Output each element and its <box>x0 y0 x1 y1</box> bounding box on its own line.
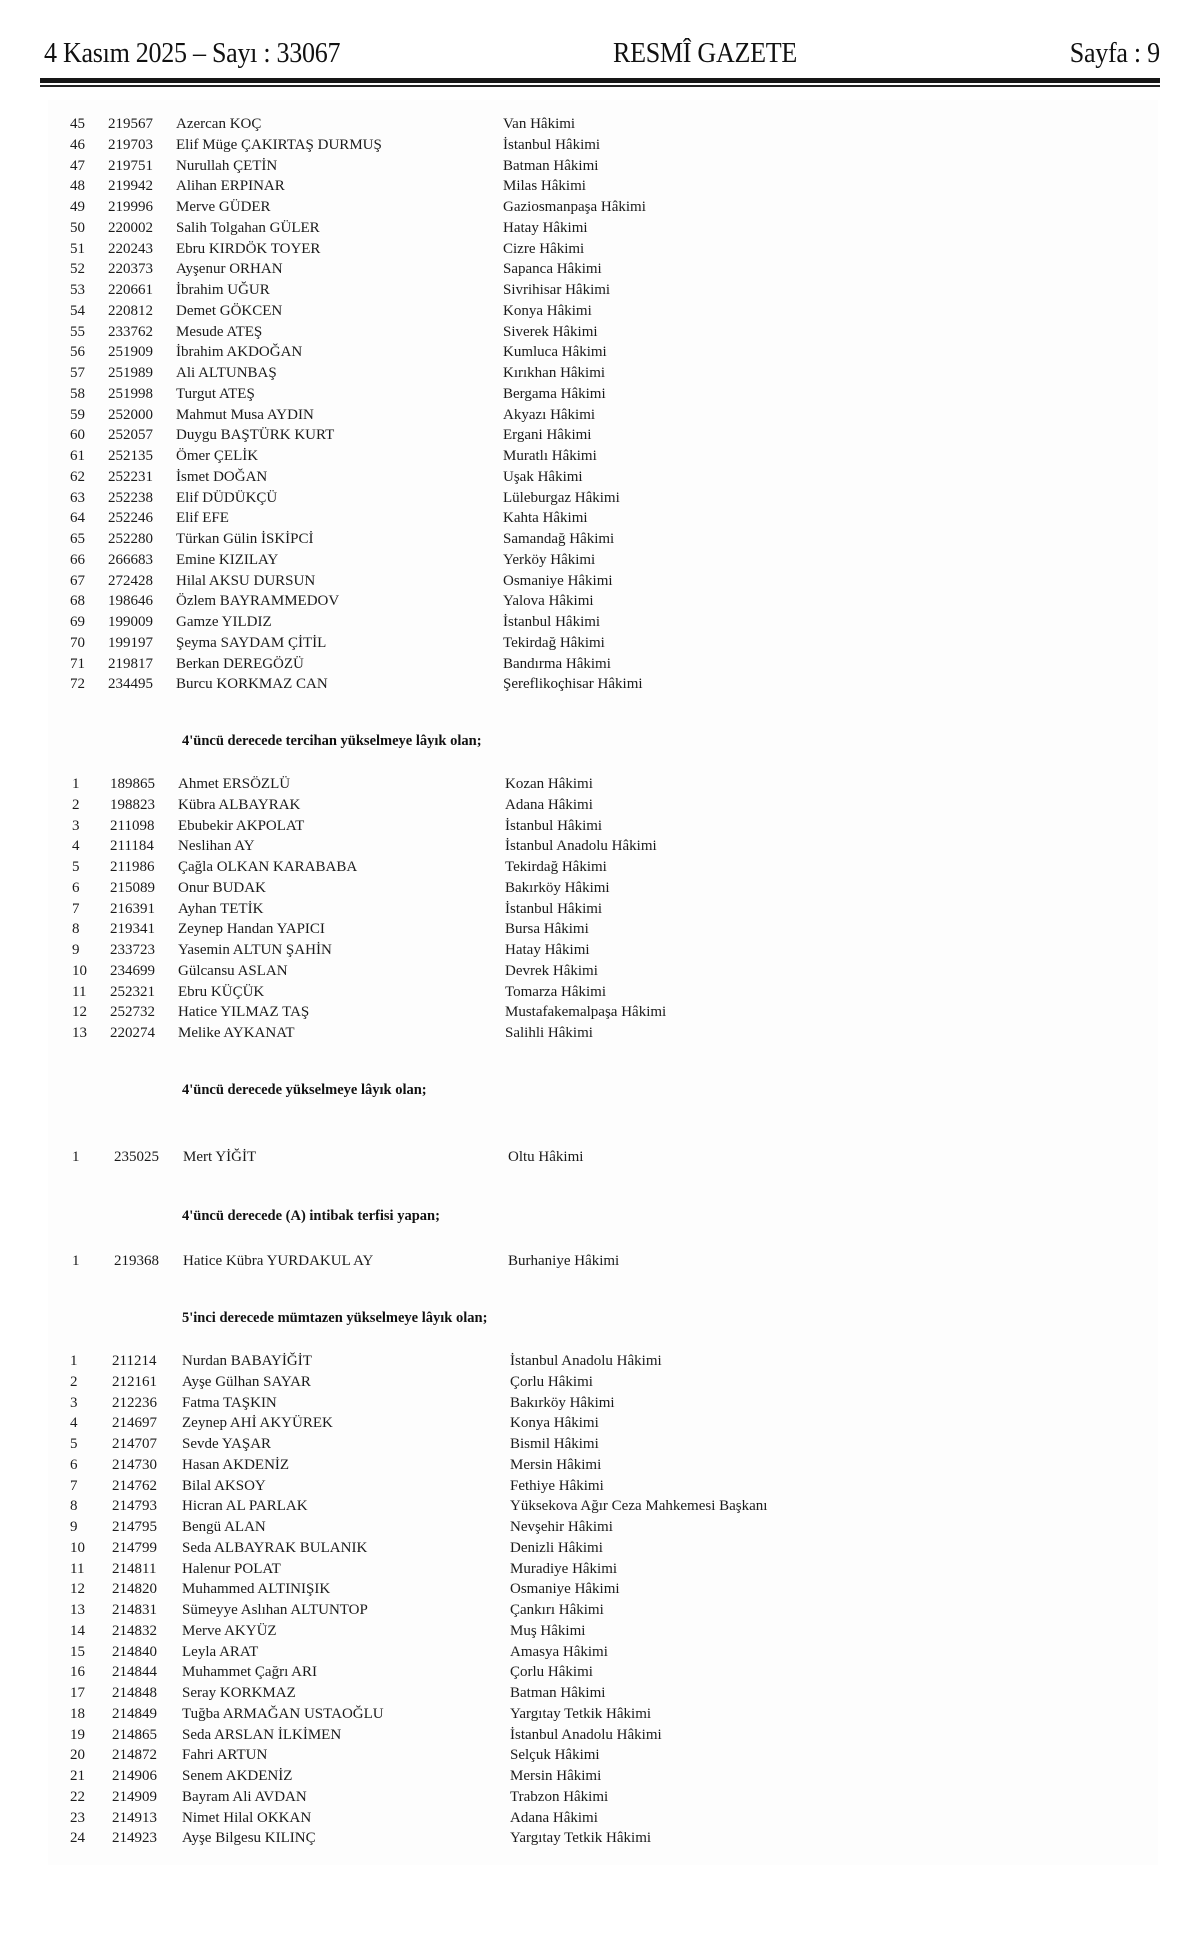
position-title: Konya Hâkimi <box>503 302 592 319</box>
person-name: Mert YİĞİT <box>183 1149 257 1165</box>
registry-number: 199197 <box>108 634 153 651</box>
registry-number: 234699 <box>110 962 155 979</box>
row-number: 1 <box>72 1253 80 1269</box>
person-name: Fahri ARTUN <box>182 1747 268 1764</box>
person-name: Hilal AKSU DURSUN <box>176 572 316 589</box>
person-name: Hatice YILMAZ TAŞ <box>178 1004 310 1021</box>
registry-number: 214811 <box>112 1560 157 1577</box>
position-title: Yargıtay Tetkik Hâkimi <box>510 1705 652 1722</box>
person-name: Gülcansu ASLAN <box>178 962 288 979</box>
position-title: Mersin Hâkimi <box>510 1456 602 1473</box>
position-title: Batman Hâkimi <box>510 1685 606 1701</box>
registry-number: 251989 <box>108 365 153 381</box>
registry-number: 214923 <box>112 1830 157 1847</box>
registry-number: 220812 <box>108 302 153 319</box>
row-number: 66 <box>70 551 85 568</box>
row-number: 14 <box>70 1622 85 1639</box>
person-name: Şeyma SAYDAM ÇİTİL <box>176 634 327 651</box>
person-name: Elif EFE <box>176 510 229 527</box>
row-number: 9 <box>72 942 80 958</box>
registry-number: 214872 <box>112 1747 157 1764</box>
person-name: Ebru KÜÇÜK <box>178 983 265 1000</box>
person-name: Muhammed ALTINIŞIK <box>182 1581 331 1598</box>
row-number: 2 <box>70 1373 78 1390</box>
position-title: İstanbul Anadolu Hâkimi <box>510 1353 662 1369</box>
position-title: Osmaniye Hâkimi <box>510 1581 620 1598</box>
registry-number: 189865 <box>110 776 155 792</box>
person-name: Mesude ATEŞ <box>176 323 263 340</box>
registry-number: 233723 <box>110 942 155 958</box>
registry-number: 214799 <box>112 1539 157 1556</box>
registry-number: 214848 <box>112 1685 157 1701</box>
position-title: İstanbul Anadolu Hâkimi <box>510 1726 662 1743</box>
row-number: 10 <box>70 1539 85 1556</box>
person-name: Yasemin ALTUN ŞAHİN <box>178 942 332 958</box>
position-title: Selçuk Hâkimi <box>510 1747 600 1764</box>
registry-number: 266683 <box>108 551 153 568</box>
position-title: Bakırköy Hâkimi <box>505 879 610 896</box>
position-title: Konya Hâkimi <box>510 1415 599 1432</box>
person-name: Senem AKDENİZ <box>182 1768 293 1784</box>
registry-number: 252280 <box>108 531 153 547</box>
row-number: 18 <box>70 1705 85 1722</box>
person-name: Zeynep Handan YAPICI <box>178 921 325 938</box>
row-number: 70 <box>70 634 85 651</box>
registry-number: 252321 <box>110 983 155 1000</box>
registry-number: 216391 <box>110 900 155 917</box>
person-name: Fatma TAŞKIN <box>182 1394 277 1411</box>
person-name: Salih Tolgahan GÜLER <box>176 219 320 236</box>
registry-number: 252057 <box>108 427 153 444</box>
row-number: 12 <box>72 1004 87 1021</box>
registry-number: 251909 <box>108 344 153 361</box>
position-title: Adana Hâkimi <box>510 1809 598 1826</box>
position-title: Fethiye Hâkimi <box>510 1477 604 1494</box>
position-title: Hatay Hâkimi <box>505 942 590 958</box>
person-name: Tuğba ARMAĞAN USTAOĞLU <box>182 1705 384 1722</box>
person-name: Mahmut Musa AYDIN <box>176 406 314 423</box>
person-name: Özlem BAYRAMMEDOV <box>176 593 340 610</box>
person-name: Halenur POLAT <box>182 1560 281 1577</box>
row-number: 10 <box>72 962 87 979</box>
position-title: Milas Hâkimi <box>503 178 586 195</box>
person-name: Nurullah ÇETİN <box>176 157 278 174</box>
registry-number: 211184 <box>110 838 154 855</box>
person-name: Sümeyye Aslıhan ALTUNTOP <box>182 1602 368 1618</box>
person-name: Ayşenur ORHAN <box>176 261 283 278</box>
registry-number: 214820 <box>112 1581 157 1598</box>
row-number: 58 <box>70 385 85 402</box>
person-name: Zeynep AHİ AKYÜREK <box>182 1415 333 1432</box>
row-number: 52 <box>70 261 85 278</box>
position-title: Siverek Hâkimi <box>503 323 598 340</box>
position-title: İstanbul Hâkimi <box>505 817 603 834</box>
registry-number: 211098 <box>110 817 155 834</box>
row-number: 8 <box>70 1498 78 1515</box>
registry-number: 219942 <box>108 178 153 195</box>
registry-number: 219567 <box>108 116 153 132</box>
row-number: 5 <box>70 1436 78 1452</box>
position-title: Oltu Hâkimi <box>508 1149 584 1165</box>
page-header <box>40 30 1160 80</box>
person-name: Seda ARSLAN İLKİMEN <box>182 1726 342 1743</box>
registry-number: 214832 <box>112 1622 157 1639</box>
row-number: 9 <box>70 1519 78 1535</box>
person-name: Kübra ALBAYRAK <box>178 796 301 813</box>
row-number: 54 <box>70 302 85 319</box>
registry-number: 214697 <box>112 1415 157 1432</box>
person-name: Ayşe Gülhan SAYAR <box>182 1373 311 1390</box>
person-name: Ebubekir AKPOLAT <box>178 817 305 834</box>
row-number: 6 <box>72 879 80 896</box>
row-number: 50 <box>70 219 85 236</box>
registry-number: 220243 <box>108 240 153 257</box>
person-name: Neslihan AY <box>178 838 255 855</box>
position-title: Osmaniye Hâkimi <box>503 572 613 589</box>
position-title: Bursa Hâkimi <box>505 921 589 938</box>
person-name: Azercan KOÇ <box>176 116 262 132</box>
document-body <box>48 100 1158 1865</box>
registry-number: 214865 <box>112 1726 157 1743</box>
row-number: 3 <box>70 1394 78 1411</box>
registry-number: 220373 <box>108 261 153 278</box>
position-title: Akyazı Hâkimi <box>503 406 596 423</box>
person-name: Gamze YILDIZ <box>176 614 272 630</box>
row-number: 7 <box>70 1477 78 1494</box>
person-name: Duygu BAŞTÜRK KURT <box>176 427 335 444</box>
registry-number: 214831 <box>112 1602 157 1618</box>
person-name: Nurdan BABAYİĞİT <box>182 1353 312 1369</box>
row-number: 67 <box>70 572 85 589</box>
row-number: 13 <box>70 1602 85 1618</box>
registry-number: 219368 <box>114 1253 159 1269</box>
issue-date-number: 4 Kasım 2025 – Sayı : 33067 <box>44 38 341 69</box>
person-name: Berkan DEREGÖZÜ <box>176 655 304 672</box>
row-number: 60 <box>70 427 85 444</box>
position-title: Çorlu Hâkimi <box>510 1664 593 1681</box>
registry-number: 214840 <box>112 1643 157 1660</box>
position-title: Sapanca Hâkimi <box>503 261 602 278</box>
section-heading: 4'üncü derecede (A) intibak terfisi yapan; <box>182 1208 440 1224</box>
row-number: 48 <box>70 178 85 195</box>
position-title: Bergama Hâkimi <box>503 385 606 402</box>
registry-number: 235025 <box>114 1149 159 1165</box>
position-title: Burhaniye Hâkimi <box>508 1253 620 1269</box>
position-title: Gaziosmanpaşa Hâkimi <box>503 199 646 215</box>
row-number: 4 <box>70 1415 78 1432</box>
person-name: Burcu KORKMAZ CAN <box>176 676 328 693</box>
row-number: 1 <box>72 1149 80 1165</box>
section-heading: 4'üncü derecede yükselmeye lâyık olan; <box>182 1082 427 1098</box>
position-title: Bismil Hâkimi <box>510 1436 599 1452</box>
person-name: Ali ALTUNBAŞ <box>176 365 277 381</box>
row-number: 53 <box>70 282 85 298</box>
registry-number: 214849 <box>112 1705 157 1722</box>
registry-number: 199009 <box>108 614 153 630</box>
person-name: Turgut ATEŞ <box>176 385 255 402</box>
person-name: Bilal AKSOY <box>182 1477 266 1494</box>
row-number: 55 <box>70 323 85 340</box>
person-name: İbrahim UĞUR <box>176 282 270 298</box>
registry-number: 212161 <box>112 1373 157 1390</box>
person-name: Bengü ALAN <box>182 1519 266 1535</box>
position-title: Yargıtay Tetkik Hâkimi <box>510 1830 652 1847</box>
position-title: Çankırı Hâkimi <box>510 1602 604 1618</box>
registry-number: 220002 <box>108 219 153 236</box>
position-title: Hatay Hâkimi <box>503 219 588 236</box>
position-title: Salihli Hâkimi <box>505 1025 593 1041</box>
position-title: Kumluca Hâkimi <box>503 344 607 361</box>
row-number: 12 <box>70 1581 85 1598</box>
row-number: 1 <box>72 776 80 792</box>
position-title: Denizli Hâkimi <box>510 1539 603 1556</box>
position-title: Tekirdağ Hâkimi <box>503 634 605 651</box>
registry-number: 211986 <box>110 859 155 875</box>
row-number: 13 <box>72 1025 87 1041</box>
position-title: Kırıkhan Hâkimi <box>503 365 606 381</box>
row-number: 19 <box>70 1726 85 1743</box>
position-title: Nevşehir Hâkimi <box>510 1519 613 1535</box>
row-number: 56 <box>70 344 85 361</box>
position-title: Batman Hâkimi <box>503 157 599 174</box>
position-title: Adana Hâkimi <box>505 796 593 813</box>
row-number: 68 <box>70 593 85 610</box>
registry-number: 252231 <box>108 468 153 485</box>
person-name: Leyla ARAT <box>182 1643 259 1660</box>
position-title: Mersin Hâkimi <box>510 1768 602 1784</box>
person-name: Alihan ERPINAR <box>176 178 285 195</box>
person-name: Nimet Hilal OKKAN <box>182 1809 312 1826</box>
row-number: 16 <box>70 1664 85 1681</box>
person-name: Hicran AL PARLAK <box>182 1498 308 1515</box>
position-title: Yalova Hâkimi <box>503 593 594 610</box>
person-name: Ayşe Bilgesu KILINÇ <box>182 1830 316 1847</box>
position-title: Cizre Hâkimi <box>503 240 585 257</box>
row-number: 72 <box>70 676 85 693</box>
registry-number: 198646 <box>108 593 153 610</box>
registry-number: 198823 <box>110 796 155 813</box>
registry-number: 252135 <box>108 448 153 464</box>
registry-number: 214795 <box>112 1519 157 1535</box>
registry-number: 234495 <box>108 676 153 693</box>
registry-number: 214909 <box>112 1788 157 1805</box>
row-number: 61 <box>70 448 85 464</box>
registry-number: 214913 <box>112 1809 157 1826</box>
row-number: 57 <box>70 365 85 381</box>
person-name: Merve GÜDER <box>176 199 271 215</box>
gazette-title: RESMÎ GAZETE <box>613 38 797 69</box>
registry-number: 252732 <box>110 1004 155 1021</box>
registry-number: 214906 <box>112 1768 157 1784</box>
position-title: Muş Hâkimi <box>510 1622 586 1639</box>
row-number: 63 <box>70 489 85 506</box>
registry-number: 252238 <box>108 489 153 506</box>
person-name: Onur BUDAK <box>178 879 266 896</box>
row-number: 62 <box>70 468 85 485</box>
registry-number: 220661 <box>108 282 153 298</box>
row-number: 45 <box>70 116 85 132</box>
registry-number: 219817 <box>108 655 153 672</box>
position-title: Yerköy Hâkimi <box>503 551 596 568</box>
row-number: 7 <box>72 900 80 917</box>
person-name: Muhammet Çağrı ARI <box>182 1664 317 1681</box>
person-name: Elif DÜDÜKÇÜ <box>176 489 278 506</box>
row-number: 1 <box>70 1353 78 1369</box>
registry-number: 233762 <box>108 323 153 340</box>
page-number: Sayfa : 9 <box>1069 38 1160 69</box>
person-name: Ömer ÇELİK <box>176 448 259 464</box>
person-name: Ayhan TETİK <box>178 900 264 917</box>
row-number: 5 <box>72 859 80 875</box>
position-title: Ergani Hâkimi <box>503 427 592 444</box>
row-number: 24 <box>70 1830 85 1847</box>
position-title: Sivrihisar Hâkimi <box>503 282 611 298</box>
person-name: Elif Müge ÇAKIRTAŞ DURMUŞ <box>176 136 382 153</box>
row-number: 11 <box>70 1560 85 1577</box>
position-title: Bandırma Hâkimi <box>503 655 611 672</box>
row-number: 2 <box>72 796 80 813</box>
person-name: Melike AYKANAT <box>178 1025 295 1041</box>
position-title: Amasya Hâkimi <box>510 1643 608 1660</box>
row-number: 22 <box>70 1788 85 1805</box>
row-number: 49 <box>70 199 85 215</box>
registry-number: 272428 <box>108 572 153 589</box>
person-name: Seray KORKMAZ <box>182 1685 296 1701</box>
person-name: İbrahim AKDOĞAN <box>176 344 303 361</box>
position-title: Uşak Hâkimi <box>503 468 583 485</box>
row-number: 71 <box>70 655 85 672</box>
section-heading: 4'üncü derecede tercihan yükselmeye lâyık olan; <box>182 733 482 749</box>
person-name: Seda ALBAYRAK BULANIK <box>182 1539 368 1556</box>
registry-number: 252246 <box>108 510 153 527</box>
person-name: Hasan AKDENİZ <box>182 1456 290 1473</box>
position-title: İstanbul Hâkimi <box>503 614 601 630</box>
row-number: 51 <box>70 240 85 257</box>
section-heading: 5'inci derecede mümtazen yükselmeye lâyık olan; <box>182 1310 488 1326</box>
person-name: İsmet DOĞAN <box>176 468 268 485</box>
position-title: Tomarza Hâkimi <box>505 983 606 1000</box>
row-number: 17 <box>70 1685 85 1701</box>
registry-number: 220274 <box>110 1025 155 1041</box>
row-number: 47 <box>70 157 85 174</box>
person-name: Ahmet ERSÖZLÜ <box>178 776 291 792</box>
row-number: 11 <box>72 983 87 1000</box>
registry-number: 211214 <box>112 1353 157 1369</box>
registry-number: 214793 <box>112 1498 157 1515</box>
position-title: Van Hâkimi <box>503 116 576 132</box>
registry-number: 214762 <box>112 1477 157 1494</box>
registry-number: 214844 <box>112 1664 157 1681</box>
row-number: 21 <box>70 1768 85 1784</box>
position-title: İstanbul Hâkimi <box>503 136 601 153</box>
registry-number: 251998 <box>108 385 153 402</box>
person-name: Bayram Ali AVDAN <box>182 1788 307 1805</box>
person-name: Çağla OLKAN KARABABA <box>178 859 358 875</box>
row-number: 15 <box>70 1643 85 1660</box>
position-title: Trabzon Hâkimi <box>510 1788 609 1805</box>
person-name: Emine KIZILAY <box>176 551 279 568</box>
row-number: 65 <box>70 531 85 547</box>
row-number: 64 <box>70 510 85 527</box>
position-title: Devrek Hâkimi <box>505 962 598 979</box>
person-name: Sevde YAŞAR <box>182 1436 272 1452</box>
position-title: Çorlu Hâkimi <box>510 1373 593 1390</box>
position-title: Bakırköy Hâkimi <box>510 1394 615 1411</box>
position-title: Tekirdağ Hâkimi <box>505 859 607 875</box>
position-title: Yüksekova Ağır Ceza Mahkemesi Başkanı <box>510 1498 768 1515</box>
header-rule-thin <box>40 85 1160 87</box>
registry-number: 214730 <box>112 1456 157 1473</box>
position-title: İstanbul Anadolu Hâkimi <box>505 838 657 855</box>
person-name: Demet GÖKCEN <box>176 302 283 319</box>
row-number: 46 <box>70 136 85 153</box>
position-title: İstanbul Hâkimi <box>505 900 603 917</box>
registry-number: 215089 <box>110 879 155 896</box>
position-title: Muradiye Hâkimi <box>510 1560 618 1577</box>
registry-number: 252000 <box>108 406 153 423</box>
position-title: Mustafakemalpaşa Hâkimi <box>505 1004 667 1021</box>
row-number: 6 <box>70 1456 78 1473</box>
row-number: 3 <box>72 817 80 834</box>
registry-number: 219341 <box>110 921 155 938</box>
row-number: 69 <box>70 614 85 630</box>
row-number: 20 <box>70 1747 85 1764</box>
person-name: Hatice Kübra YURDAKUL AY <box>183 1253 374 1269</box>
person-name: Ebru KIRDÖK TOYER <box>176 240 321 257</box>
registry-number: 219703 <box>108 136 153 153</box>
position-title: Lüleburgaz Hâkimi <box>503 489 620 506</box>
registry-number: 214707 <box>112 1436 157 1452</box>
row-number: 8 <box>72 921 80 938</box>
position-title: Şereflikoçhisar Hâkimi <box>503 676 643 693</box>
position-title: Kozan Hâkimi <box>505 776 593 792</box>
row-number: 4 <box>72 838 80 855</box>
header-rule-thick <box>40 78 1160 83</box>
row-number: 59 <box>70 406 85 423</box>
registry-number: 219751 <box>108 157 153 174</box>
position-title: Kahta Hâkimi <box>503 510 588 527</box>
row-number: 23 <box>70 1809 85 1826</box>
person-name: Türkan Gülin İSKİPCİ <box>176 531 314 547</box>
person-name: Merve AKYÜZ <box>182 1622 277 1639</box>
position-title: Muratlı Hâkimi <box>503 448 597 464</box>
position-title: Samandağ Hâkimi <box>503 531 615 547</box>
registry-number: 219996 <box>108 199 153 215</box>
registry-number: 212236 <box>112 1394 157 1411</box>
